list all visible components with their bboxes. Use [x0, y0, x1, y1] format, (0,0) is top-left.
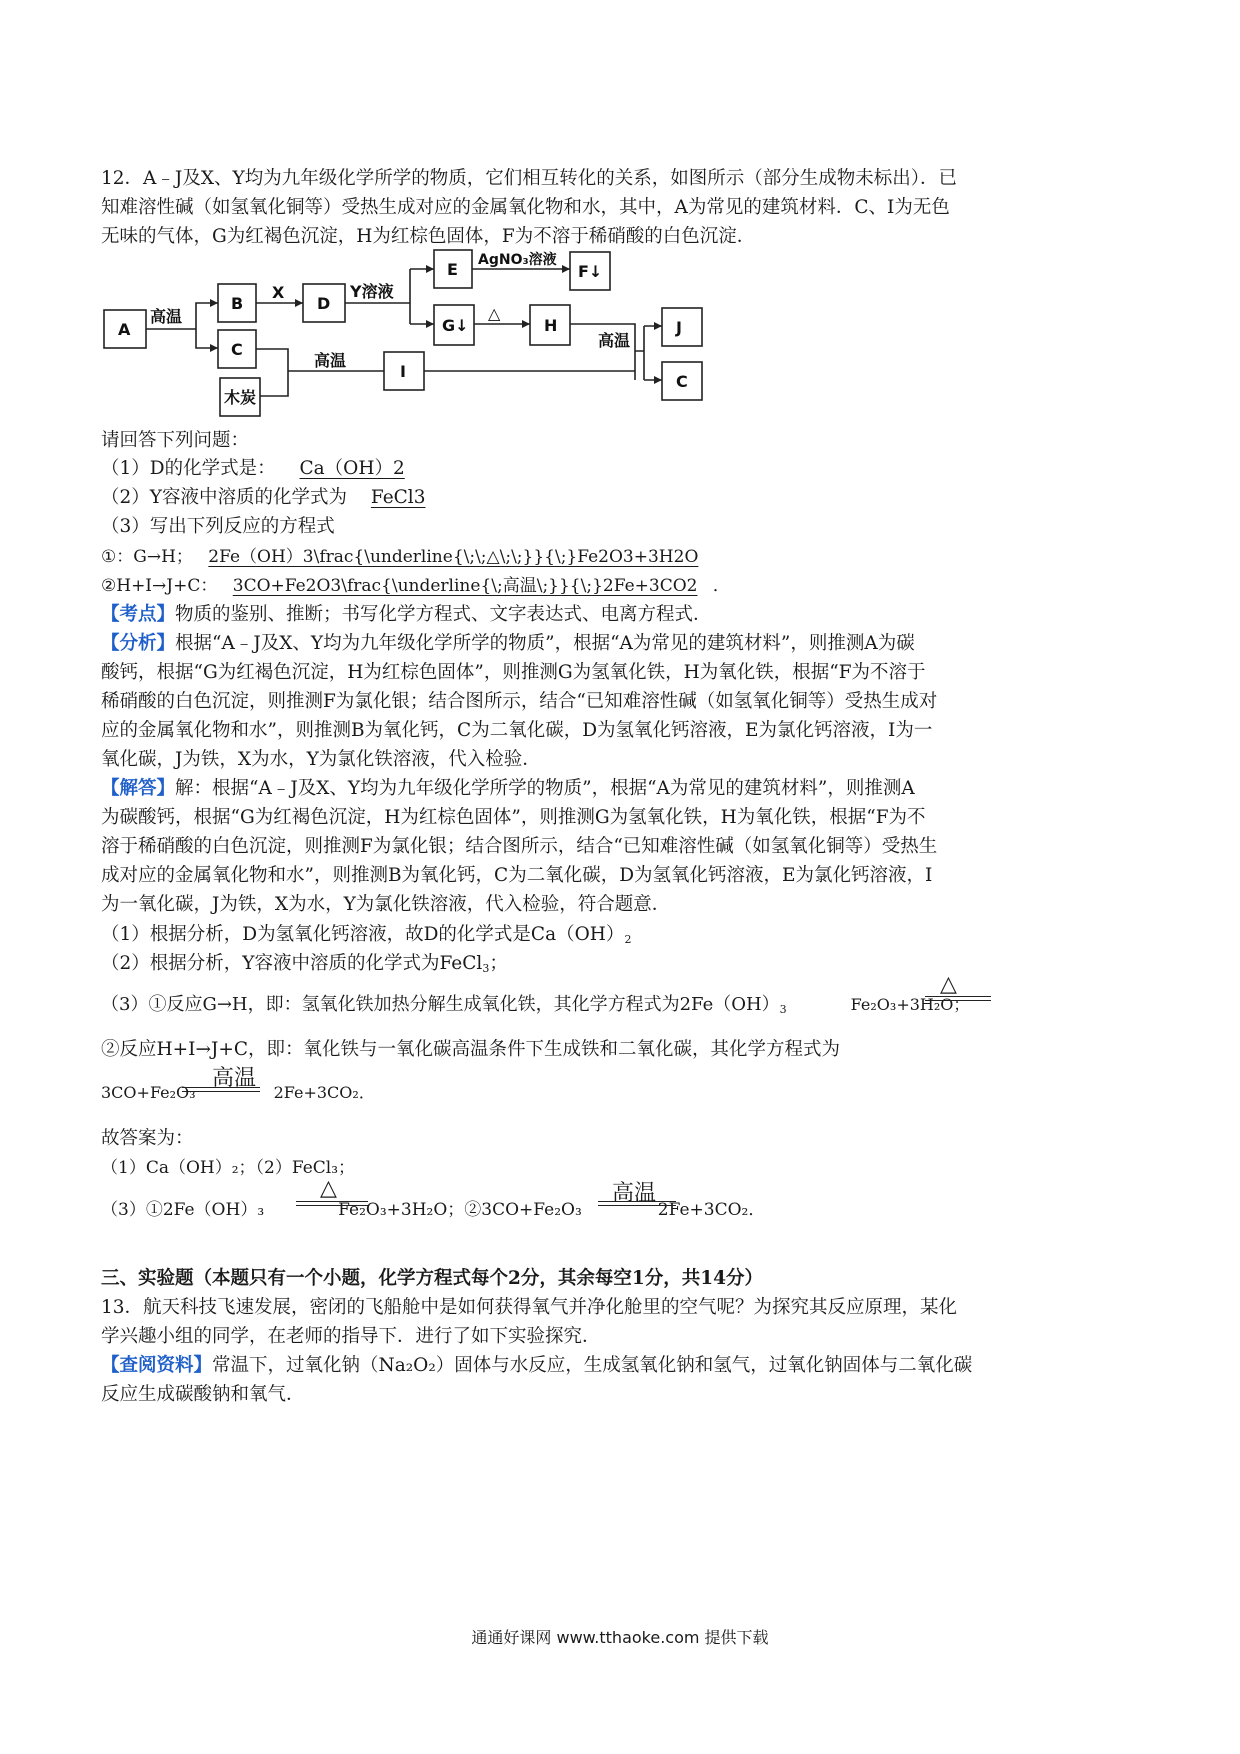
jieda-step-3-product: Fe₂O₃+3H₂O；: [850, 995, 970, 1014]
q12-line-1: 12．A﹣J及X、Y均为九年级化学所学的物质，它们相互转化的关系，如图所示（部分生成物未标出）．已: [101, 168, 957, 189]
jieda-line-4: 成对应的金属氧化物和水”，则推测B为氧化钙，C为二氧化碳，D为氢氧化钙溶液，E为氯化钙溶液，I: [101, 865, 933, 886]
jieda-step-3-sub: 3: [779, 1003, 787, 1016]
final-answer-1: （1）Ca（OH）₂；（2）FeCl₃；: [101, 1158, 356, 1178]
node-a: A: [118, 320, 131, 339]
node-c: C: [231, 340, 243, 359]
ref-line-2: 反应生成碳酸钠和氧气．: [101, 1384, 305, 1405]
answer-3-2-end: ．: [712, 576, 730, 596]
q12-line-3: 无味的气体，G为红褐色沉淀，H为红棕色固体，F为不溶于稀硝酸的白色沉淀．: [101, 226, 756, 247]
fenxi-line-4: 应的金属氧化物和水”，则推测B为氧化钙，C为二氧化碳，D为氢氧化钙溶液，E为氯化钙溶液，I为一: [101, 720, 933, 741]
q12-line-2: 知难溶性碱（如氢氧化铜等）受热生成对应的金属氧化物和水，其中，A为常见的建筑材料．C、I为无色: [101, 197, 950, 218]
node-e: E: [447, 260, 458, 279]
high-temp-symbol-1: 高温: [212, 1066, 257, 1091]
prompt: 请回答下列问题：: [101, 430, 250, 451]
final-answer-3-b: Fe₂O₃+3H₂O；②3CO+Fe₂O₃: [338, 1200, 582, 1220]
equation-bar-1a: [925, 996, 991, 997]
node-charcoal: 木炭: [224, 388, 257, 407]
jieda-step-4: ②反应H+I→J+C，即：氧化铁与一氧化碳高温条件下生成铁和二氧化碳，其化学方程式为: [101, 1039, 841, 1060]
answer-3: （3）写出下列反应的方程式: [101, 516, 335, 537]
jieda-step-1-sub: 2: [624, 933, 632, 946]
node-d: D: [317, 294, 331, 313]
equation-bar-3a: [296, 1201, 368, 1202]
ref-line-1: [101, 1353, 972, 1379]
equation-bar-1b: [925, 1000, 991, 1001]
heat-symbol-2: △: [320, 1176, 337, 1201]
label-high-temp-1: 高温: [150, 307, 183, 326]
label-high-temp-3: 高温: [598, 331, 631, 350]
answer-3-1-prefix: ①：G→H；: [101, 547, 193, 567]
q13-line-1: 13．航天科技飞速发展，密闭的飞船舱中是如何获得氧气并净化舱里的空气呢？为探究其反应原理，某化: [101, 1297, 958, 1318]
kaodian-tag: 【考点】: [101, 604, 176, 625]
answer-3-2-prefix: ②H+I→J+C：: [101, 576, 218, 596]
jieda-line-5: 为一氧化碳，J为铁，X为水，Y为氯化铁溶液，代入检验，符合题意．: [101, 894, 671, 915]
answer-2-value: FeCl3: [370, 487, 426, 508]
fenxi-tag: 【分析】: [101, 633, 176, 654]
label-x: X: [272, 283, 285, 302]
answer-3-2-value: 3CO+Fe2O3\frac{\underline{\;高温\;}}{\;}2Fe+3CO2: [232, 576, 698, 596]
jieda-step-5-reactant: 3CO+Fe₂O₃: [101, 1083, 196, 1102]
equation-bar-2a: [182, 1087, 260, 1088]
label-agno3: AgNO₃溶液: [478, 252, 557, 268]
answer-1-value: Ca（OH）2: [299, 458, 405, 479]
answer-3-1: [101, 544, 708, 570]
jieda-text-1: 解：根据“A﹣J及X、Y均为九年级化学所学的物质”，根据“A为常见的建筑材料”，则推测A: [175, 778, 915, 799]
fenxi-line-1: [101, 631, 915, 657]
jieda-step-2-text: （2）根据分析，Y容液中溶质的化学式为FeCl: [101, 953, 483, 974]
ref-tag: 【查阅资料】: [101, 1355, 213, 1376]
node-c2: C: [676, 372, 688, 391]
jieda-line-3: 溶于稀硝酸的白色沉淀，则推测F为氯化银；结合图所示，结合“已知难溶性碱（如氢氧化铜等）受热生: [101, 836, 938, 857]
answer-1: [101, 456, 423, 482]
jieda-step-1-text: （1）根据分析，D为氢氧化钙溶液，故D的化学式是Ca（OH）: [101, 924, 625, 945]
jieda-step-2: [101, 951, 508, 982]
jieda-line-1: [101, 776, 915, 802]
jieda-step-2-end: ；: [489, 953, 508, 974]
node-f: F↓: [578, 262, 603, 281]
jieda-step-3-text: （3）①反应G→H，即：氢氧化铁加热分解生成氧化铁，其化学方程式为2Fe（OH）: [101, 994, 780, 1015]
equation-bar-2b: [182, 1091, 260, 1092]
section-3-title: 三、实验题（本题只有一个小题，化学方程式每个2分，其余每空1分，共14分）: [101, 1268, 763, 1289]
fenxi-line-3: 稀硝酸的白色沉淀，则推测F为氯化银；结合图所示，结合“已知难溶性碱（如氢氧化铜等）受热生成对: [101, 691, 938, 712]
box-j: [662, 308, 702, 346]
jieda-step-1: [101, 922, 631, 953]
fenxi-line-2: 酸钙，根据“G为红褐色沉淀，H为红棕色固体”，则推测G为氢氧化铁，H为氧化铁，根据“F为不溶于: [101, 662, 926, 683]
kaodian: [101, 602, 712, 628]
answer-1-prefix: （1）D的化学式是：: [101, 458, 276, 479]
equation-bar-4b: [598, 1205, 676, 1206]
kaodian-text: 物质的鉴别、推断；书写化学方程式、文字表达式、电离方程式．: [175, 604, 712, 625]
equation-bar-4a: [598, 1201, 676, 1202]
heat-symbol-1: △: [940, 972, 957, 997]
node-g: G↓: [442, 316, 469, 335]
final-answer-3-c: 2Fe+3CO₂．: [657, 1200, 766, 1220]
fenxi-line-5: 氧化碳，J为铁，X为水，Y为氯化铁溶液，代入检验．: [101, 749, 541, 770]
jieda-step-3: [101, 992, 969, 1023]
answer-3-1-value: 2Fe（OH）3\frac{\underline{\;\;△\;\;}}{\;}Fe2O3+3H2O: [208, 547, 699, 567]
final-answer-3-a: （3）①2Fe（OH）₃: [101, 1200, 265, 1220]
high-temp-symbol-2: 高温: [612, 1181, 657, 1206]
node-j: J: [676, 318, 682, 337]
jieda-tag: 【解答】: [101, 778, 176, 799]
jieda-step-5-product: 2Fe+3CO₂．: [273, 1083, 375, 1102]
fenxi-text-1: 根据“A﹣J及X、Y均为九年级化学所学的物质”，根据“A为常见的建筑材料”，则推测A为碳: [175, 633, 915, 654]
ref-text-1: 常温下，过氧化钠（Na₂O₂）固体与水反应，生成氢氧化钠和氢气，过氧化钠固体与二氧化碳: [212, 1355, 973, 1376]
node-b: B: [231, 294, 244, 313]
reaction-flow-diagram: [100, 252, 720, 426]
equation-bar-3b: [296, 1205, 368, 1206]
label-heat: △: [488, 304, 501, 323]
q13-line-2: 学兴趣小组的同学，在老师的指导下．进行了如下实验探究．: [101, 1326, 601, 1347]
label-y: Y溶液: [350, 282, 394, 301]
label-high-temp-2: 高温: [314, 351, 347, 370]
jieda-line-2: 为碳酸钙，根据“G为红褐色沉淀，H为红棕色固体”，则推测G为氢氧化铁，H为氧化铁，根据“F为不: [101, 807, 926, 828]
node-i: I: [400, 362, 406, 381]
jieda-step-2-sub: 3: [482, 962, 490, 975]
answer-3-2: [101, 573, 730, 599]
page-footer: 通通好课网 www.tthaoke.com 提供下载: [471, 1628, 769, 1647]
answer-2: [101, 485, 444, 511]
node-h: H: [544, 316, 558, 335]
final-label: 故答案为：: [101, 1128, 194, 1149]
answer-2-prefix: （2）Y容液中溶质的化学式为: [101, 487, 347, 508]
